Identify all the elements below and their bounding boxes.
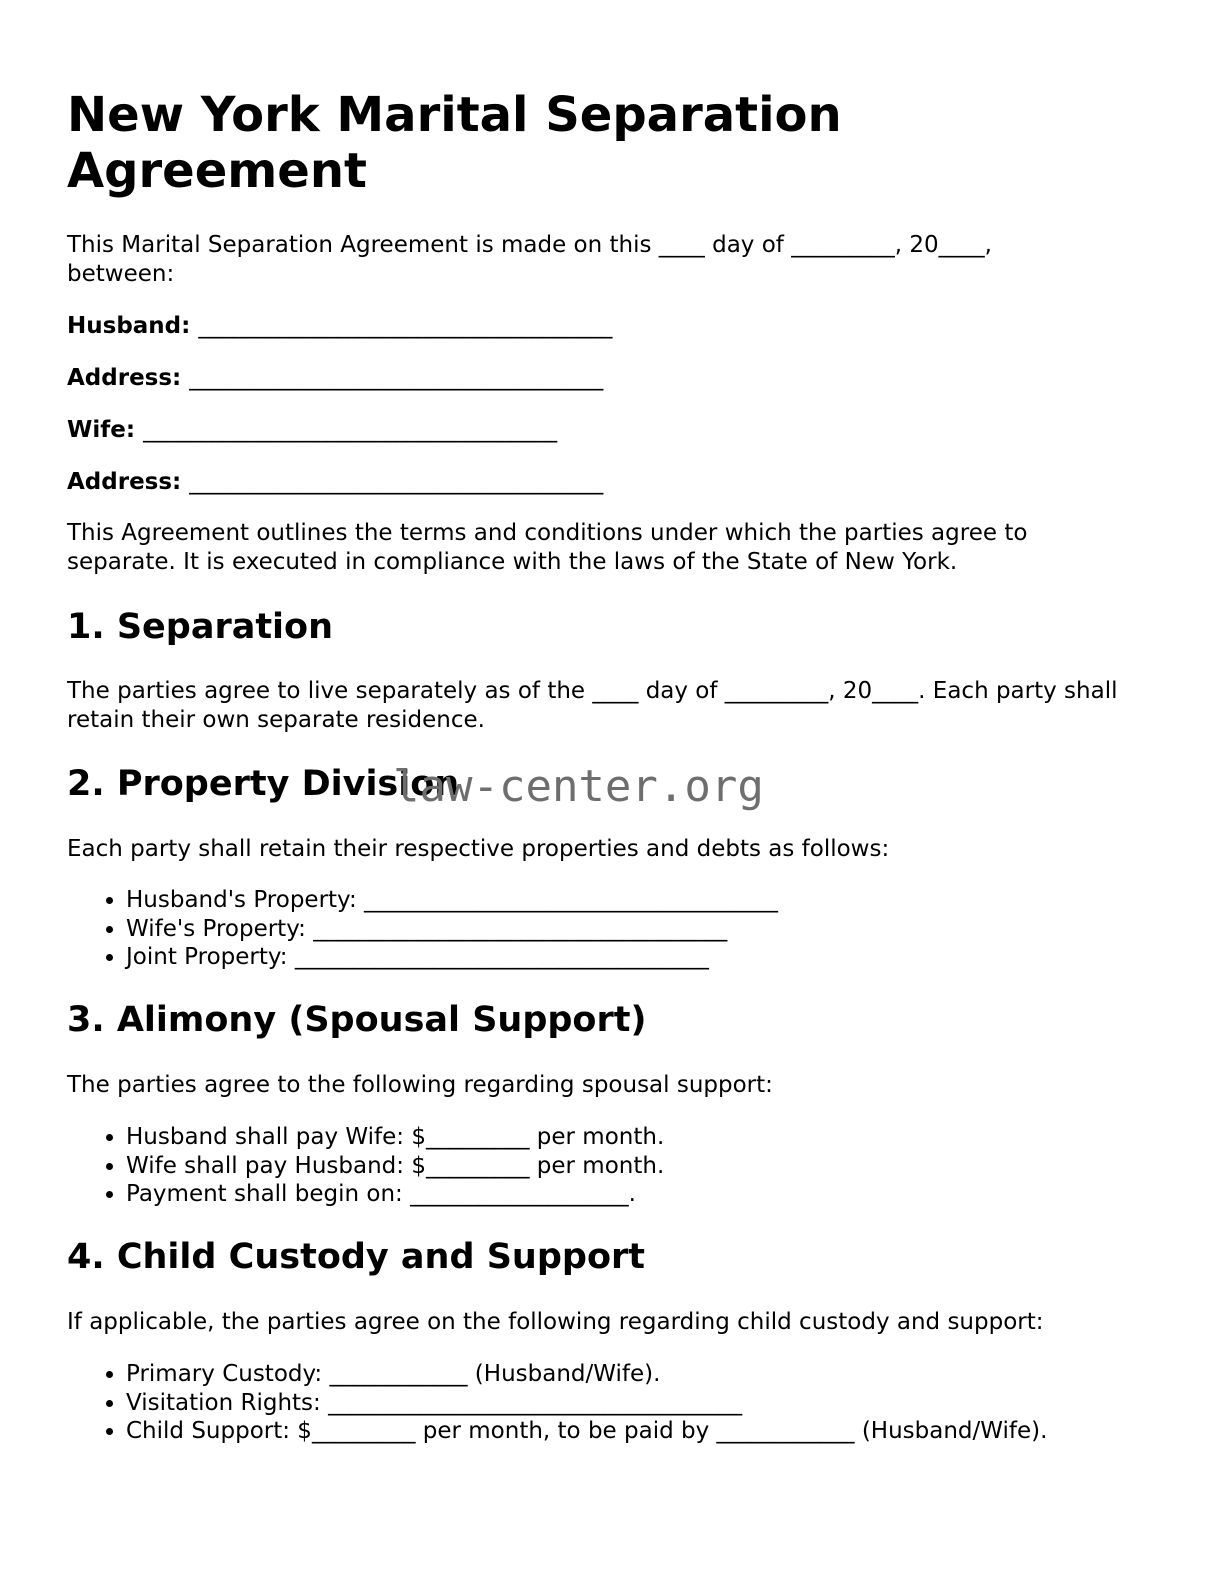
- separation-paragraph: The parties agree to live separately as of the ____ day of _________, 20____. Each party shall retain their own separate residence.: [67, 678, 1118, 733]
- husband-address-label: Address:: [67, 365, 182, 391]
- intro-paragraph: This Marital Separation Agreement is made on this ____ day of _________, 20____, between:: [67, 232, 992, 287]
- wife-address-line: [67, 468, 603, 496]
- custody-list: [67, 1360, 1047, 1446]
- alimony-list: [67, 1123, 664, 1209]
- list-item: • Visitation Rights: ____________________________________: [126, 1389, 1047, 1418]
- alimony-paragraph: The parties agree to the following regarding spousal support:: [67, 1072, 773, 1098]
- husband-label: Husband:: [67, 313, 191, 339]
- wife-blank: ____________________________________: [143, 417, 558, 443]
- wife-address-label: Address:: [67, 469, 182, 495]
- document-title: New York Marital Separation Agreement: [67, 87, 842, 199]
- list-item: • Payment shall begin on: ___________________.: [126, 1180, 664, 1209]
- section-heading-alimony: 3. Alimony (Spousal Support): [67, 1000, 647, 1040]
- section-heading-custody: 4. Child Custody and Support: [67, 1237, 645, 1277]
- wife-line: [67, 416, 557, 444]
- list-item: • Joint Property: ____________________________________: [126, 943, 778, 972]
- husband-address-blank: ____________________________________: [189, 365, 604, 391]
- list-item: • Child Support: $_________ per month, to be paid by ____________ (Husband/Wife).: [126, 1417, 1047, 1446]
- husband-address-line: [67, 364, 603, 392]
- section-heading-separation: 1. Separation: [67, 607, 334, 647]
- husband-line: [67, 312, 612, 340]
- list-item: • Husband shall pay Wife: $_________ per month.: [126, 1123, 664, 1152]
- list-item: • Wife shall pay Husband: $_________ per month.: [126, 1152, 664, 1181]
- property-list: [67, 886, 778, 972]
- outline-paragraph: This Agreement outlines the terms and conditions under which the parties agree to separate. It is executed in compliance with the laws of the State of New York.: [67, 520, 1028, 575]
- husband-blank: ____________________________________: [198, 313, 613, 339]
- list-item: • Primary Custody: ____________ (Husband/Wife).: [126, 1360, 1047, 1389]
- wife-label: Wife:: [67, 417, 136, 443]
- list-item: • Husband's Property: ____________________________________: [126, 886, 778, 915]
- custody-paragraph: If applicable, the parties agree on the following regarding child custody and support:: [67, 1309, 1044, 1335]
- section-heading-property: 2. Property Division: [67, 764, 460, 804]
- list-item: • Wife's Property: ____________________________________: [126, 915, 778, 944]
- wife-address-blank: ____________________________________: [189, 469, 604, 495]
- property-paragraph: Each party shall retain their respective properties and debts as follows:: [67, 836, 890, 862]
- watermark-text: law-center.org: [393, 761, 764, 812]
